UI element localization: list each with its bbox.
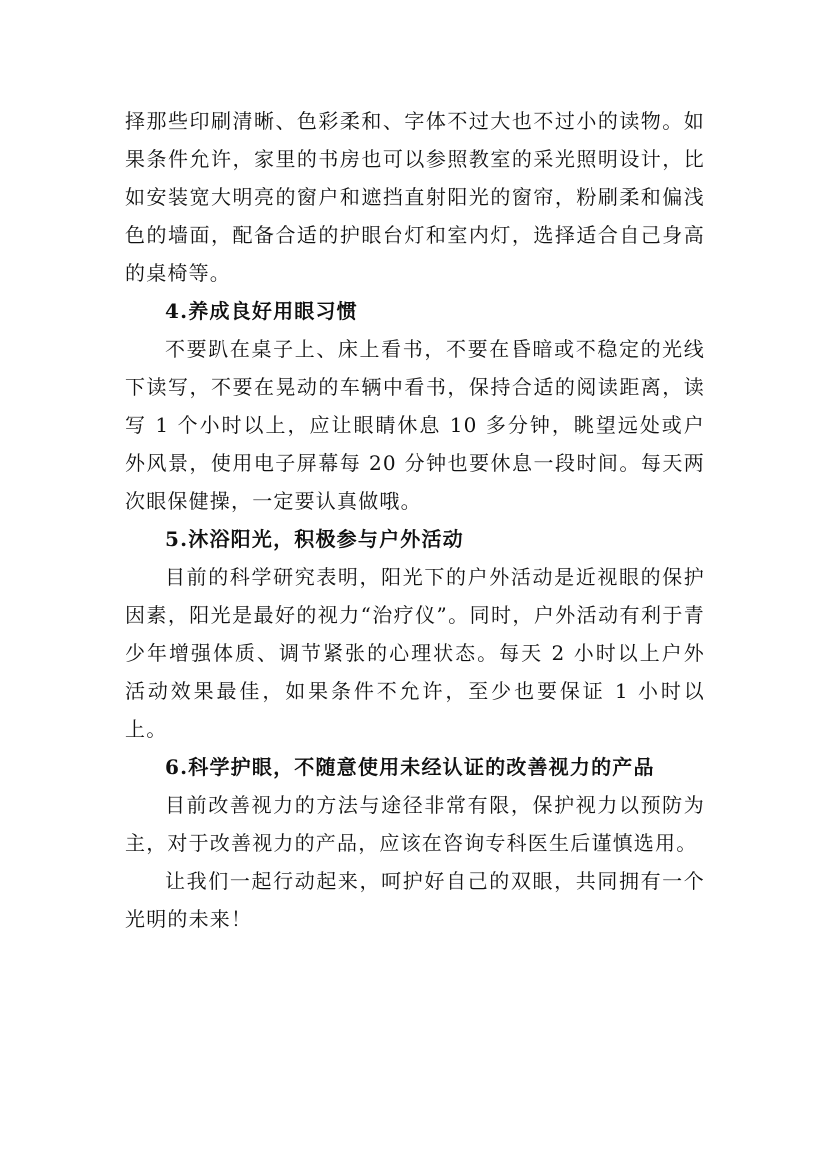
paragraph-eye-habits: 不要趴在桌子上、床上看书，不要在昏暗或不稳定的光线下读写，不要在晃动的车辆中看书，保持合适的阅读距离，读写 1 个小时以上，应让眼睛休息 10 多分钟，眺望远处或户外风景，使用电子屏幕每 20 分钟也要休息一段时间。每天两次眼保健操，一定要认真做哦。	[125, 337, 705, 513]
paragraph-outdoor-activity: 目前的科学研究表明，阳光下的户外活动是近视眼的保护因素，阳光是最好的视力“治疗仪”。同时，户外活动有利于青少年增强体质、调节紧张的心理状态。每天 2 小时以上户外活动效果最佳，如果条件不允许，至少也要保证 1 小时以上。	[125, 565, 705, 741]
paragraph-closing: 让我们一起行动起来，呵护好自己的双眼，共同拥有一个光明的未来！	[125, 869, 705, 931]
paragraph-vision-products: 目前改善视力的方法与途径非常有限，保护视力以预防为主，对于改善视力的产品，应该在咨询专科医生后谨慎选用。	[125, 793, 705, 855]
section-heading-6: 6.科学护眼，不随意使用未经认证的改善视力的产品	[165, 755, 655, 779]
body-text	[125, 102, 705, 938]
section-heading-4: 4.养成良好用眼习惯	[165, 299, 358, 323]
paragraph-continued: 择那些印刷清晰、色彩柔和、字体不过大也不过小的读物。如果条件允许，家里的书房也可以参照教室的采光照明设计，比如安装宽大明亮的窗户和遮挡直射阳光的窗帘，粉刷柔和偏浅色的墙面，配备合适的护眼台灯和室内灯，选择适合自己身高的桌椅等。	[125, 109, 705, 285]
section-heading-5: 5.沐浴阳光，积极参与户外活动	[165, 527, 464, 551]
